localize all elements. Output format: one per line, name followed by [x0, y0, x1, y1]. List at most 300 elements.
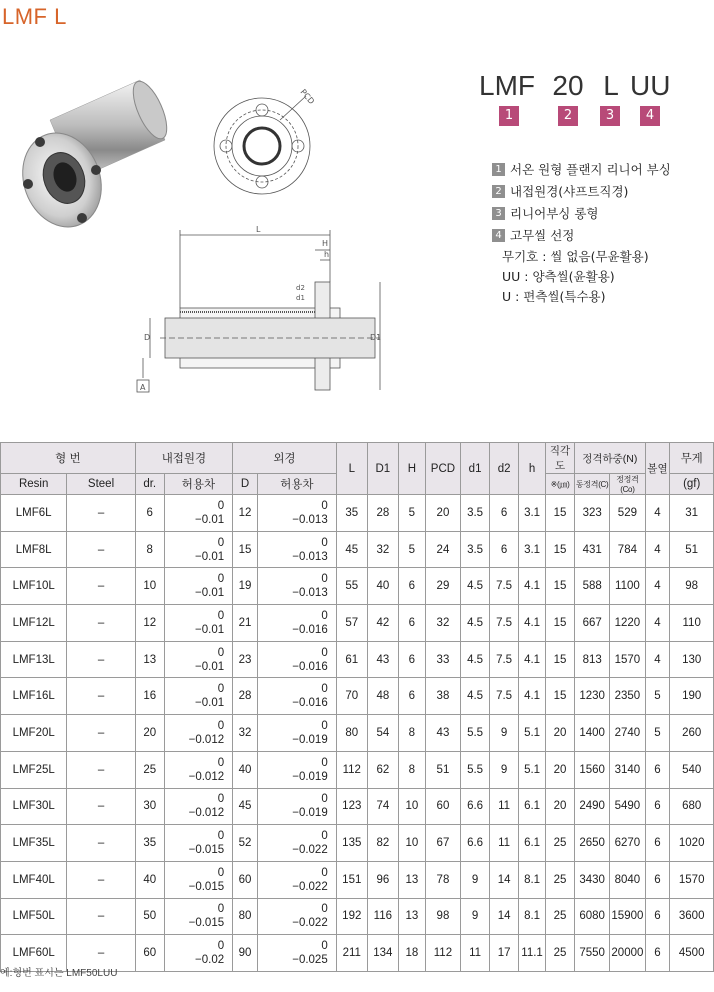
cell-c: 323	[575, 495, 610, 532]
cell-h: 5	[398, 495, 425, 532]
cell-d1: 4.5	[461, 678, 490, 715]
cell-perp: 15	[546, 678, 575, 715]
cell-dr: 50	[135, 898, 164, 935]
footnote: 예:형번 표시는 LMF50LUU	[0, 968, 118, 979]
col-l: L	[336, 443, 367, 495]
cell-h: 3.1	[519, 531, 546, 568]
cell-steel: –	[67, 861, 135, 898]
cell-l: 112	[336, 751, 367, 788]
tol-upper: 0	[217, 793, 225, 806]
code-badge-1: 1	[499, 106, 519, 126]
tol-lower: −0.019	[292, 733, 328, 746]
code-series: LMF	[479, 70, 535, 101]
cell-co: 529	[610, 495, 645, 532]
cell-d2: 9	[490, 751, 519, 788]
cell-pcd: 78	[425, 861, 460, 898]
table-row	[1, 641, 714, 678]
cell-pcd: 33	[425, 641, 460, 678]
cell-h: 6	[398, 605, 425, 642]
cell-d: 60	[233, 861, 258, 898]
tol-upper: 0	[217, 646, 225, 659]
tol-upper: 0	[217, 609, 225, 622]
code-type: L	[603, 70, 619, 101]
cell-h: 5	[398, 531, 425, 568]
col-pcd: PCD	[425, 443, 460, 495]
legend-badge: 3	[492, 207, 505, 220]
cell-d2: 14	[490, 898, 519, 935]
cell-d1: 6.6	[461, 825, 490, 862]
cell-d1: 43	[367, 641, 398, 678]
pcd-label: PCD	[298, 87, 317, 106]
col-h-upper: H	[398, 443, 425, 495]
cell-co: 5490	[610, 788, 645, 825]
cell-tol-outer	[257, 715, 336, 752]
tol-upper: 0	[321, 646, 328, 659]
cell-l: 45	[336, 531, 367, 568]
cell-d1: 3.5	[461, 531, 490, 568]
tol-lower: −0.015	[188, 880, 225, 893]
cell-weight: 190	[670, 678, 714, 715]
cell-d2: 6	[490, 495, 519, 532]
tol-lower: −0.013	[292, 550, 328, 563]
cell-co: 2740	[610, 715, 645, 752]
tol-lower: −0.015	[188, 917, 225, 930]
cell-resin: LMF20L	[1, 715, 67, 752]
tol-upper: 0	[217, 866, 225, 879]
product-drawing	[10, 60, 400, 410]
cell-balls: 6	[645, 825, 670, 862]
cell-tol-inner	[164, 715, 232, 752]
tol-upper: 0	[321, 830, 328, 843]
cell-co: 1570	[610, 641, 645, 678]
cell-tol-inner	[164, 531, 232, 568]
col-model: 형 번	[1, 443, 136, 474]
d-label: D	[144, 333, 151, 342]
h-upper-label: H	[322, 239, 329, 248]
d1-label: d1	[296, 294, 305, 302]
cell-h: 4.1	[519, 678, 546, 715]
table-row	[1, 715, 714, 752]
cell-d1: 54	[367, 715, 398, 752]
col-weight-unit: (gf)	[670, 474, 714, 495]
tol-upper: 0	[321, 793, 328, 806]
col-outer: 외경	[233, 443, 337, 474]
table-row	[1, 568, 714, 605]
col-steel: Steel	[67, 474, 135, 495]
cell-perp: 25	[546, 825, 575, 862]
cell-resin: LMF6L	[1, 495, 67, 532]
cell-resin: LMF30L	[1, 788, 67, 825]
tol-lower: −0.01	[195, 623, 225, 636]
cell-pcd: 20	[425, 495, 460, 532]
h-lower-label: h	[324, 250, 330, 259]
cell-d: 80	[233, 898, 258, 935]
tol-lower: −0.019	[292, 770, 328, 783]
cell-co: 15900	[610, 898, 645, 935]
cell-balls: 4	[645, 495, 670, 532]
cell-weight: 540	[670, 751, 714, 788]
cell-l: 211	[336, 935, 367, 972]
cell-h: 8	[398, 715, 425, 752]
cell-h: 6.1	[519, 825, 546, 862]
cell-steel: –	[67, 715, 135, 752]
cell-co: 8040	[610, 861, 645, 898]
cell-d1: 62	[367, 751, 398, 788]
col-load: 정격하중(N)	[575, 443, 645, 474]
tol-upper: 0	[321, 573, 328, 586]
cell-tol-inner	[164, 861, 232, 898]
tol-lower: −0.012	[188, 770, 225, 783]
cell-h: 6	[398, 641, 425, 678]
cell-d2: 6	[490, 531, 519, 568]
cell-d1: 82	[367, 825, 398, 862]
d2-label: d2	[296, 284, 305, 292]
cell-pcd: 29	[425, 568, 460, 605]
tol-upper: 0	[217, 573, 225, 586]
col-tol-outer: 허용차	[257, 474, 336, 495]
cell-d1: 134	[367, 935, 398, 972]
cell-d2: 14	[490, 861, 519, 898]
tol-upper: 0	[321, 940, 328, 953]
cell-h: 18	[398, 935, 425, 972]
cell-d2: 7.5	[490, 678, 519, 715]
cell-pcd: 98	[425, 898, 460, 935]
tol-lower: −0.012	[188, 807, 225, 820]
table-row	[1, 825, 714, 862]
cell-balls: 6	[645, 751, 670, 788]
col-d1-outer: D1	[367, 443, 398, 495]
cell-balls: 6	[645, 788, 670, 825]
cell-dr: 13	[135, 641, 164, 678]
cell-pcd: 38	[425, 678, 460, 715]
cell-weight: 51	[670, 531, 714, 568]
table-row	[1, 861, 714, 898]
cell-tol-inner	[164, 751, 232, 788]
cell-d2: 11	[490, 825, 519, 862]
cell-h: 10	[398, 825, 425, 862]
cell-tol-inner	[164, 605, 232, 642]
col-resin: Resin	[1, 474, 67, 495]
cell-d1: 6.6	[461, 788, 490, 825]
cell-tol-inner	[164, 641, 232, 678]
cell-d: 28	[233, 678, 258, 715]
legend-sub-item: U : 편측씰(특수용)	[502, 289, 606, 304]
cell-perp: 25	[546, 935, 575, 972]
code-badge-4: 4	[640, 106, 660, 126]
cell-h: 8.1	[519, 898, 546, 935]
legend-text: 내접원경(샤프트직경)	[510, 184, 629, 199]
cell-h: 8	[398, 751, 425, 788]
tol-lower: −0.019	[292, 807, 328, 820]
cell-pcd: 60	[425, 788, 460, 825]
cell-dr: 10	[135, 568, 164, 605]
cell-l: 151	[336, 861, 367, 898]
cell-resin: LMF25L	[1, 751, 67, 788]
cell-d1: 4.5	[461, 568, 490, 605]
datum-label: A	[140, 383, 146, 392]
code-seal: UU	[630, 70, 671, 101]
cell-steel: –	[67, 495, 135, 532]
cell-h: 6	[398, 568, 425, 605]
cell-dr: 12	[135, 605, 164, 642]
cell-dr: 25	[135, 751, 164, 788]
legend-badge: 1	[492, 163, 505, 176]
cell-balls: 5	[645, 715, 670, 752]
header-row	[1, 443, 714, 474]
cell-steel: –	[67, 568, 135, 605]
code-badge-3: 3	[600, 106, 620, 126]
cell-c: 7550	[575, 935, 610, 972]
cell-l: 35	[336, 495, 367, 532]
cell-d1: 116	[367, 898, 398, 935]
col-dr: dr.	[135, 474, 164, 495]
tol-upper: 0	[321, 903, 328, 916]
cell-d2: 9	[490, 715, 519, 752]
cell-d1: 9	[461, 898, 490, 935]
cell-h: 13	[398, 861, 425, 898]
cell-pcd: 32	[425, 605, 460, 642]
cell-pcd: 43	[425, 715, 460, 752]
cell-resin: LMF50L	[1, 898, 67, 935]
tol-lower: −0.025	[292, 954, 328, 967]
code-legend	[492, 158, 707, 306]
legend-sub-item: UU : 양측씰(윤활용)	[502, 269, 615, 284]
cell-perp: 15	[546, 641, 575, 678]
cell-d: 40	[233, 751, 258, 788]
cell-tol-inner	[164, 568, 232, 605]
cell-dr: 40	[135, 861, 164, 898]
cell-pcd: 24	[425, 531, 460, 568]
cell-d2: 17	[490, 935, 519, 972]
tol-upper: 0	[321, 683, 328, 696]
cell-h: 6.1	[519, 788, 546, 825]
tol-upper: 0	[217, 719, 225, 732]
cell-h: 8.1	[519, 861, 546, 898]
cell-l: 55	[336, 568, 367, 605]
col-perp: 직각도	[546, 443, 575, 474]
side-view	[137, 230, 380, 392]
cell-d1: 42	[367, 605, 398, 642]
cell-dr: 20	[135, 715, 164, 752]
tol-upper: 0	[321, 719, 328, 732]
table-row	[1, 495, 714, 532]
cell-d2: 7.5	[490, 641, 519, 678]
cell-balls: 5	[645, 678, 670, 715]
cell-d: 19	[233, 568, 258, 605]
cell-d: 21	[233, 605, 258, 642]
cell-dr: 8	[135, 531, 164, 568]
cell-tol-outer	[257, 495, 336, 532]
cell-resin: LMF40L	[1, 861, 67, 898]
cell-weight: 1570	[670, 861, 714, 898]
cell-weight: 680	[670, 788, 714, 825]
l-label: L	[256, 225, 261, 234]
cell-d1: 96	[367, 861, 398, 898]
cell-weight: 98	[670, 568, 714, 605]
tol-lower: −0.016	[292, 623, 328, 636]
cell-d2: 7.5	[490, 568, 519, 605]
cell-d1: 9	[461, 861, 490, 898]
table-row	[1, 531, 714, 568]
col-d: D	[233, 474, 258, 495]
cell-dr: 35	[135, 825, 164, 862]
cell-tol-outer	[257, 935, 336, 972]
cell-d1: 28	[367, 495, 398, 532]
cell-balls: 6	[645, 861, 670, 898]
cell-pcd: 67	[425, 825, 460, 862]
cell-weight: 4500	[670, 935, 714, 972]
cell-h: 6	[398, 678, 425, 715]
legend-text: 서온 원형 플랜지 리니어 부싱	[510, 162, 671, 177]
col-d2: d2	[490, 443, 519, 495]
cell-c: 2650	[575, 825, 610, 862]
legend-badge: 4	[492, 229, 505, 242]
cell-steel: –	[67, 935, 135, 972]
tol-upper: 0	[217, 830, 225, 843]
tol-lower: −0.022	[292, 880, 328, 893]
cell-weight: 31	[670, 495, 714, 532]
d1-outer-label: D1	[370, 333, 382, 342]
cell-weight: 110	[670, 605, 714, 642]
cell-d1: 4.5	[461, 605, 490, 642]
tol-lower: −0.01	[195, 697, 225, 710]
tol-lower: −0.01	[195, 513, 225, 526]
cell-c: 667	[575, 605, 610, 642]
cell-tol-outer	[257, 605, 336, 642]
front-view	[214, 96, 310, 194]
tol-upper: 0	[217, 683, 225, 696]
cell-d1: 3.5	[461, 495, 490, 532]
cell-resin: LMF60L	[1, 935, 67, 972]
tol-lower: −0.012	[188, 733, 225, 746]
cell-h: 4.1	[519, 641, 546, 678]
cell-co: 784	[610, 531, 645, 568]
cell-d1: 48	[367, 678, 398, 715]
cell-d2: 11	[490, 788, 519, 825]
cell-tol-outer	[257, 568, 336, 605]
cell-l: 80	[336, 715, 367, 752]
legend-item	[492, 202, 707, 224]
cell-perp: 15	[546, 568, 575, 605]
cell-balls: 4	[645, 605, 670, 642]
cell-balls: 6	[645, 935, 670, 972]
cell-c: 813	[575, 641, 610, 678]
tol-lower: −0.01	[195, 660, 225, 673]
cell-weight: 130	[670, 641, 714, 678]
cell-balls: 6	[645, 898, 670, 935]
table-row	[1, 751, 714, 788]
cell-h: 3.1	[519, 495, 546, 532]
cell-resin: LMF13L	[1, 641, 67, 678]
cell-c: 1400	[575, 715, 610, 752]
product-photo	[10, 77, 174, 238]
cell-d1: 5.5	[461, 715, 490, 752]
cell-perp: 20	[546, 751, 575, 788]
legend-text: 고무씰 선정	[510, 228, 575, 243]
cell-d: 15	[233, 531, 258, 568]
tol-lower: −0.016	[292, 697, 328, 710]
page-title: LMF L	[2, 4, 67, 29]
cell-l: 123	[336, 788, 367, 825]
cell-dr: 30	[135, 788, 164, 825]
cell-c: 2490	[575, 788, 610, 825]
cell-tol-inner	[164, 935, 232, 972]
legend-item	[492, 180, 707, 202]
tol-upper: 0	[217, 903, 225, 916]
cell-tol-outer	[257, 531, 336, 568]
cell-tol-outer	[257, 788, 336, 825]
cell-steel: –	[67, 605, 135, 642]
cell-perp: 20	[546, 788, 575, 825]
tol-upper: 0	[321, 536, 328, 549]
cell-tol-outer	[257, 825, 336, 862]
cell-tol-outer	[257, 751, 336, 788]
cell-l: 192	[336, 898, 367, 935]
cell-d1: 4.5	[461, 641, 490, 678]
col-inner: 내접원경	[135, 443, 232, 474]
legend-item	[492, 224, 707, 246]
cell-tol-outer	[257, 641, 336, 678]
cell-tol-inner	[164, 788, 232, 825]
tol-lower: −0.01	[195, 550, 225, 563]
cell-h: 13	[398, 898, 425, 935]
col-static: 정정격(Co)	[610, 474, 645, 495]
cell-pcd: 112	[425, 935, 460, 972]
code-badge-2: 2	[558, 106, 578, 126]
cell-d2: 7.5	[490, 605, 519, 642]
cell-perp: 15	[546, 531, 575, 568]
cell-l: 57	[336, 605, 367, 642]
cell-d: 12	[233, 495, 258, 532]
cell-co: 2350	[610, 678, 645, 715]
cell-co: 6270	[610, 825, 645, 862]
cell-d1: 74	[367, 788, 398, 825]
cell-perp: 15	[546, 605, 575, 642]
cell-resin: LMF8L	[1, 531, 67, 568]
tol-lower: −0.02	[195, 954, 225, 967]
tol-lower: −0.016	[292, 660, 328, 673]
cell-resin: LMF12L	[1, 605, 67, 642]
tol-upper: 0	[217, 499, 225, 512]
tol-lower: −0.015	[188, 844, 225, 857]
cell-steel: –	[67, 678, 135, 715]
cell-resin: LMF35L	[1, 825, 67, 862]
code-size: 20	[552, 70, 584, 101]
col-d1: d1	[461, 443, 490, 495]
tol-lower: −0.013	[292, 587, 328, 600]
cell-d: 32	[233, 715, 258, 752]
tol-upper: 0	[217, 536, 225, 549]
cell-c: 431	[575, 531, 610, 568]
cell-d1: 32	[367, 531, 398, 568]
cell-perp: 25	[546, 898, 575, 935]
cell-h: 10	[398, 788, 425, 825]
cell-dr: 6	[135, 495, 164, 532]
col-tol-inner: 허용차	[164, 474, 232, 495]
cell-steel: –	[67, 641, 135, 678]
cell-co: 1220	[610, 605, 645, 642]
cell-balls: 4	[645, 568, 670, 605]
tol-lower: −0.022	[292, 844, 328, 857]
cell-h: 4.1	[519, 605, 546, 642]
cell-resin: LMF16L	[1, 678, 67, 715]
table-row	[1, 898, 714, 935]
table-row	[1, 605, 714, 642]
cell-c: 588	[575, 568, 610, 605]
cell-co: 20000	[610, 935, 645, 972]
cell-d1: 11	[461, 935, 490, 972]
cell-pcd: 51	[425, 751, 460, 788]
